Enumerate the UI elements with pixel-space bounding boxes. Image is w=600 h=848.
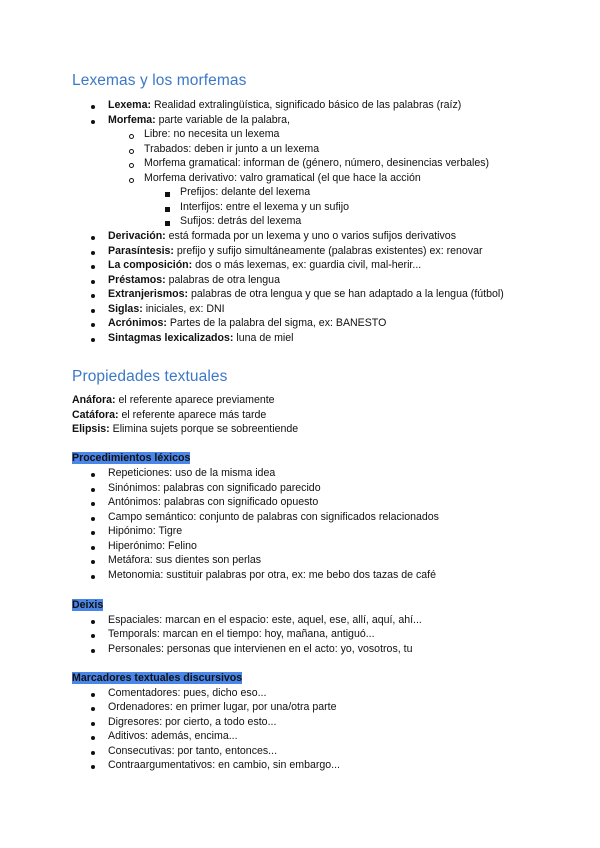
list-item: Comentadores: pues, dicho eso...: [108, 687, 267, 699]
list-item: Repeticiones: uso de la misma idea: [108, 467, 276, 479]
definition-line: Elipsis: Elimina sujets porque se sobreentiende: [72, 423, 299, 435]
definition-line: Catáfora: el referente aparece más tarde: [72, 409, 267, 421]
section-title-lexemas: Lexemas y los morfemas: [72, 72, 247, 89]
list-item: Libre: no necesita un lexema: [144, 128, 280, 140]
bullet: [91, 309, 95, 313]
section-title-propiedades: Propiedades textuales: [72, 368, 228, 385]
bullet: [91, 693, 95, 697]
list-item: Acrónimos: Partes de la palabra del sigma, ex: BANESTO: [108, 317, 387, 329]
subheading: Deixis: [72, 599, 104, 611]
bullet: [91, 751, 95, 755]
list-item: Digresores: por cierto, a todo esto...: [108, 716, 277, 728]
bullet: [91, 736, 95, 740]
subheading: Procedimientos léxicos: [72, 452, 191, 464]
bullet: [91, 722, 95, 726]
bullet: [91, 120, 95, 124]
bullet: [91, 488, 95, 492]
list-item: Sintagmas lexicalizados: luna de miel: [108, 332, 294, 344]
bullet: [91, 502, 95, 506]
list-item: Antónimos: palabras con significado opuesto: [108, 496, 319, 508]
list-item: Contraargumentativos: en cambio, sin embargo...: [108, 759, 341, 771]
bullet: [129, 163, 134, 168]
bullet: [91, 251, 95, 255]
bullet: [91, 265, 95, 269]
subheading: Marcadores textuales discursivos: [72, 672, 243, 684]
list-item: Campo semántico: conjunto de palabras con significados relacionados: [108, 511, 439, 523]
bullet: [165, 221, 170, 226]
list-item: Hipónimo: Tigre: [108, 525, 183, 537]
list-item: Morfema: parte variable de la palabra,: [108, 114, 290, 126]
bullet: [165, 192, 170, 197]
bullet: [91, 765, 95, 769]
list-item: Préstamos: palabras de otra lengua: [108, 274, 280, 286]
list-item: Lexema: Realidad extralingüística, significado básico de las palabras (raíz): [108, 99, 462, 111]
bullet: [91, 531, 95, 535]
bullet: [129, 134, 134, 139]
bullet: [91, 707, 95, 711]
list-item: Metáfora: sus dientes son perlas: [108, 554, 262, 566]
list-item: Ordenadores: en primer lugar, por una/otra parte: [108, 701, 337, 713]
list-item: Derivación: está formada por un lexema y uno o varios sufijos derivativos: [108, 230, 456, 242]
list-item: Siglas: iniciales, ex: DNI: [108, 303, 225, 315]
bullet: [91, 280, 95, 284]
bullet: [91, 546, 95, 550]
list-item: Sufijos: detrás del lexema: [180, 215, 302, 227]
list-item: Personales: personas que intervienen en el acto: yo, vosotros, tu: [108, 643, 413, 655]
bullet: [129, 178, 134, 183]
list-item: Espaciales: marcan en el espacio: este, aquel, ese, allí, aquí, ahí...: [108, 614, 422, 626]
list-item: Trabados: deben ir junto a un lexema: [144, 143, 320, 155]
list-item: Hiperónimo: Felino: [108, 540, 197, 552]
bullet: [91, 338, 95, 342]
list-item: Metonomia: sustituir palabras por otra, ex: me bebo dos tazas de café: [108, 569, 436, 581]
list-item: La composición: dos o más lexemas, ex: guardia civil, mal-herir...: [108, 259, 422, 271]
list-item: Interfijos: entre el lexema y un sufijo: [180, 201, 349, 213]
bullet: [91, 620, 95, 624]
bullet: [91, 294, 95, 298]
bullet: [91, 560, 95, 564]
list-item: Temporals: marcan en el tiempo: hoy, mañana, antiguó...: [108, 628, 375, 640]
list-item: Morfema derivativo: valro gramatical (el que hace la acción: [144, 172, 421, 184]
list-item: Consecutivas: por tanto, entonces...: [108, 745, 278, 757]
list-item: Morfema gramatical: informan de (género, número, desinencias verbales): [144, 157, 490, 169]
list-item: Extranjerismos: palabras de otra lengua y que se han adaptado a la lengua (fútbol): [108, 288, 504, 300]
list-item: Parasíntesis: prefijo y sufijo simultáneamente (palabras existentes) ex: renovar: [108, 245, 483, 257]
bullet: [91, 473, 95, 477]
bullet: [91, 575, 95, 579]
list-item: Aditivos: además, encima...: [108, 730, 238, 742]
definition-line: Anáfora: el referente aparece previamente: [72, 394, 275, 406]
bullet: [91, 323, 95, 327]
bullet: [165, 207, 170, 212]
bullet: [129, 149, 134, 154]
bullet: [91, 517, 95, 521]
list-item: Prefijos: delante del lexema: [180, 186, 311, 198]
bullet: [91, 649, 95, 653]
bullet: [91, 105, 95, 109]
bullet: [91, 634, 95, 638]
list-item: Sinónimos: palabras con significado parecido: [108, 482, 321, 494]
bullet: [91, 236, 95, 240]
